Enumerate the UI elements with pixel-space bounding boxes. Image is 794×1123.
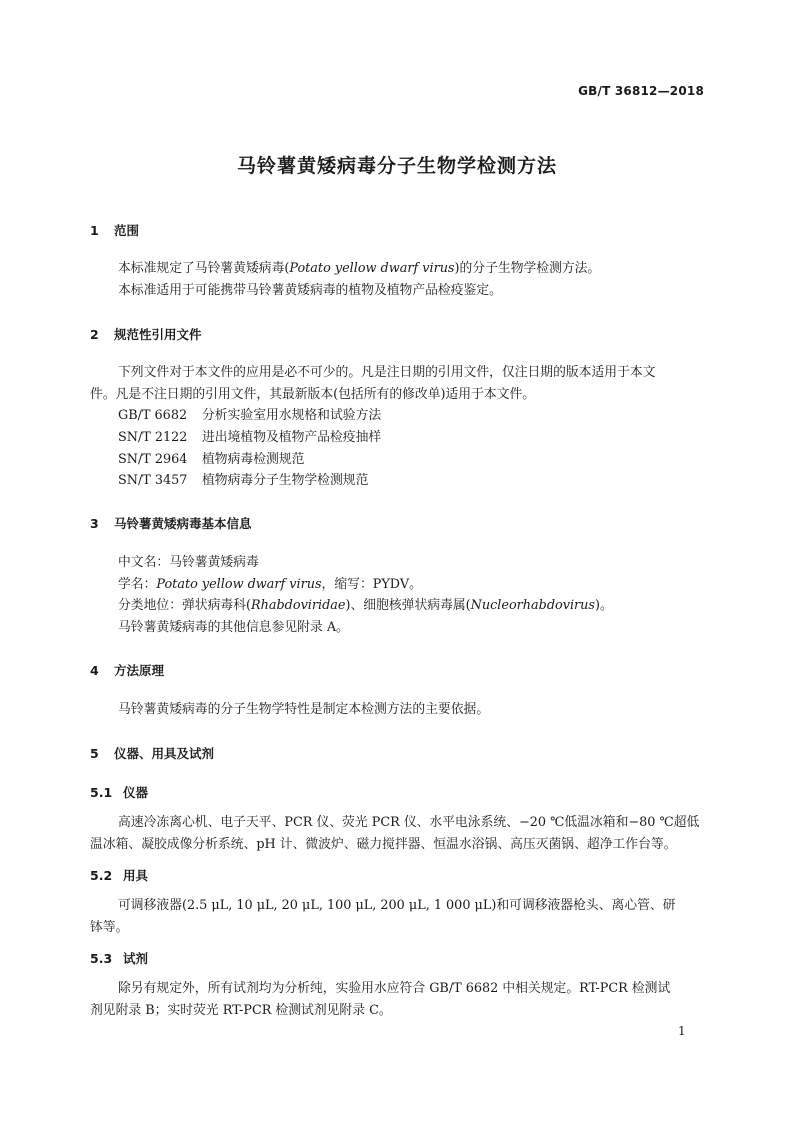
reference-code: GB/T 6682 (118, 408, 188, 423)
standard-code: GB/T 36812—2018 (578, 84, 704, 98)
reference-item (118, 470, 368, 491)
text: )。 (594, 598, 613, 613)
reference-code: SN/T 2122 (118, 430, 188, 445)
section-5-3-heading (90, 949, 148, 967)
text: )的分子生物学检测方法。 (454, 261, 601, 276)
section-title: 方法原理 (114, 663, 165, 678)
page-title: 马铃薯黄矮病毒分子生物学检测方法 (236, 155, 557, 177)
section-number: 5.1 (90, 785, 113, 800)
section-title: 规范性引用文件 (114, 327, 202, 342)
text: 学名： (118, 577, 157, 592)
scientific-name (118, 574, 422, 595)
text: 本标准规定了马铃薯黄矮病毒( (118, 261, 290, 276)
paragraph: 马铃薯黄矮病毒的其他信息参见附录 A。 (118, 620, 349, 635)
paragraph: 马铃薯黄矮病毒的分子生物学特性是制定本检测方法的主要依据。 (118, 702, 490, 717)
section-5-2-heading (90, 866, 148, 884)
section-title: 试剂 (123, 951, 149, 966)
paragraph: 本标准适用于可能携带马铃薯黄矮病毒的植物及植物产品检疫鉴定。 (118, 283, 502, 298)
section-title: 仪器、用具及试剂 (114, 746, 215, 761)
reference-code: SN/T 3457 (118, 473, 188, 488)
text: )、细胞核弹状病毒属( (345, 598, 471, 613)
chinese-name: 中文名：马铃薯黄矮病毒 (118, 555, 259, 570)
paragraph-line: 除另有规定外，所有试剂均为分析纯，实验用水应符合 GB/T 6682 中相关规定。RT-PCR 检测试 (118, 981, 671, 996)
section-number: 5 (90, 746, 99, 761)
section-title: 马铃薯黄矮病毒基本信息 (114, 516, 252, 531)
section-number: 2 (90, 327, 99, 342)
paragraph-line: 钵等。 (90, 920, 129, 935)
section-number: 1 (90, 223, 99, 238)
text: ，缩写：PYDV。 (321, 577, 422, 592)
paragraph-line: 可调移液器(2.5 μL, 10 μL, 20 μL, 100 μL, 200 μL, 1 000 μL)和可调移液器枪头、离心管、研 (118, 898, 676, 913)
paragraph-line: 温冰箱、凝胶成像分析系统、pH 计、微波炉、磁力搅拌器、恒温水浴锅、高压灭菌锅、超净工作台等。 (90, 837, 677, 852)
section-1-heading (90, 221, 139, 239)
section-4-heading (90, 661, 164, 679)
paragraph-line: 剂见附录 B；实时荧光 RT-PCR 检测试剂见附录 C。 (90, 1003, 392, 1018)
latin-name: Potato yellow dwarf virus (156, 577, 322, 592)
latin-name: Potato yellow dwarf virus (289, 261, 455, 276)
reference-title: 植物病毒分子生物学检测规范 (202, 473, 369, 488)
paragraph-line: 高速冷冻离心机、电子天平、PCR 仪、荧光 PCR 仪、水平电泳系统、−20 ℃低温冰箱和−80 ℃超低 (118, 815, 700, 830)
section-title: 仪器 (123, 785, 149, 800)
section-number: 5.3 (90, 951, 113, 966)
section-number: 4 (90, 663, 99, 678)
paragraph-line: 下列文件对于本文件的应用是必不可少的。凡是注日期的引用文件，仅注日期的版本适用于本文 (118, 365, 656, 380)
reference-title: 进出境植物及植物产品检疫抽样 (202, 430, 382, 445)
latin-family: Rhabdoviridae (250, 598, 346, 613)
taxonomy (118, 595, 613, 616)
section-2-heading (90, 325, 202, 343)
reference-title: 分析实验室用水规格和试验方法 (202, 408, 382, 423)
section-number: 3 (90, 516, 99, 531)
reference-item (118, 405, 381, 426)
reference-code: SN/T 2964 (118, 452, 188, 467)
reference-item (118, 427, 381, 448)
paragraph (118, 258, 600, 279)
section-5-heading (90, 744, 214, 762)
section-5-1-heading (90, 783, 148, 801)
reference-item (118, 449, 304, 470)
text: 分类地位：弹状病毒科( (118, 598, 251, 613)
section-title: 范围 (114, 223, 140, 238)
section-number: 5.2 (90, 868, 113, 883)
latin-genus: Nucleorhabdovirus (470, 598, 595, 613)
paragraph-line: 件。凡是不注日期的引用文件，其最新版本(包括所有的修改单)适用于本文件。 (90, 387, 536, 402)
reference-title: 植物病毒检测规范 (202, 452, 305, 467)
page-number: 1 (678, 1024, 686, 1038)
section-title: 用具 (123, 868, 149, 883)
section-3-heading (90, 514, 252, 532)
